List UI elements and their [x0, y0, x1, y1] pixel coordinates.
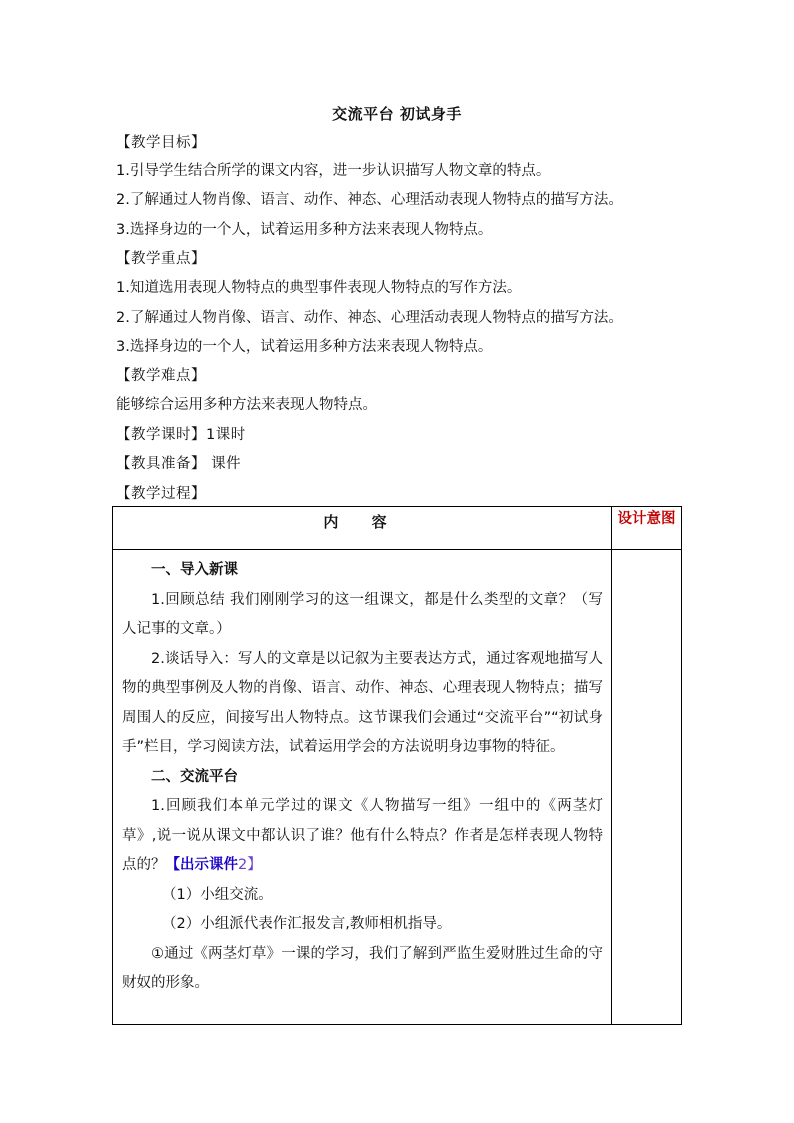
goal-item: 1.引导学生结合所学的课文内容，进一步认识描写人物文章的特点。 — [116, 163, 551, 179]
tools-line: 【教具准备】 课件 — [116, 456, 242, 472]
hours-line: 【教学课时】1课时 — [116, 427, 246, 443]
key-item: 2.了解通过人物肖像、语言、动作、神态、心理活动表现人物特点的描写方法。 — [116, 310, 623, 326]
list-item: （1）小组交流。 — [162, 886, 273, 903]
process-heading: 【教学过程】 — [116, 486, 206, 502]
goal-item: 3.选择身边的一个人，试着运用多种方法来表现人物特点。 — [116, 222, 493, 238]
paragraph: 1.回顾总结 我们刚刚学习的这一组课文，都是什么类型的文章？（写人记事的文章。） — [122, 591, 603, 637]
header-design: 设计意图 — [612, 507, 682, 550]
document-title: 交流平台 初试身手 — [332, 105, 462, 123]
paragraph-text: 1.回顾我们本单元学过的课文《人物描写一组》一组中的《两茎灯草》,说一说从课文中都认识了谁？他有什么特点？作者是怎样表现人物特点的？ — [122, 798, 603, 873]
key-heading: 【教学重点】 — [116, 251, 206, 267]
list-item: （2）小组派代表作汇报发言,教师相机指导。 — [162, 916, 452, 932]
goal-item: 2.了解通过人物肖像、语言、动作、神态、心理活动表现人物特点的描写方法。 — [116, 192, 623, 208]
paragraph: 2.谈话导入：写人的文章是以记叙为主要表达方式，通过客观地描写人物的典型事例及人物的肖像、语言、动作、神态、心理表现人物特点；描写周围人的反应，间接写出人物特点。这节课我们会通过“交流平台”“初试身手”栏目，学习阅读方法，试着运用学会的方法说明身边事物的特征。 — [122, 650, 603, 755]
section-title: 一、导入新课 — [151, 562, 238, 578]
key-item: 3.选择身边的一个人，试着运用多种方法来表现人物特点。 — [116, 339, 493, 355]
key-item: 1.知道选用表现人物特点的典型事件表现人物特点的写作方法。 — [116, 280, 522, 296]
design-cell — [612, 550, 682, 1025]
paragraph — [122, 792, 603, 881]
process-table — [112, 506, 682, 1025]
goals-heading: 【教学目标】 — [116, 135, 206, 151]
content-cell — [113, 550, 612, 1025]
list-item: ①通过《两茎灯草》一课的学习，我们了解到严监生爱财胜过生命的守财奴的形象。 — [122, 945, 603, 991]
table-body-row — [113, 550, 682, 1025]
difficulty-text: 能够综合运用多种方法来表现人物特点。 — [116, 397, 377, 413]
table-header-row — [113, 507, 682, 550]
ppt-number: 2】 — [238, 857, 262, 873]
header-content: 内 容 — [113, 507, 612, 550]
ppt-label: 【出示课件 — [165, 857, 238, 873]
section-title: 二、交流平台 — [151, 768, 238, 785]
difficulty-heading: 【教学难点】 — [116, 368, 206, 384]
